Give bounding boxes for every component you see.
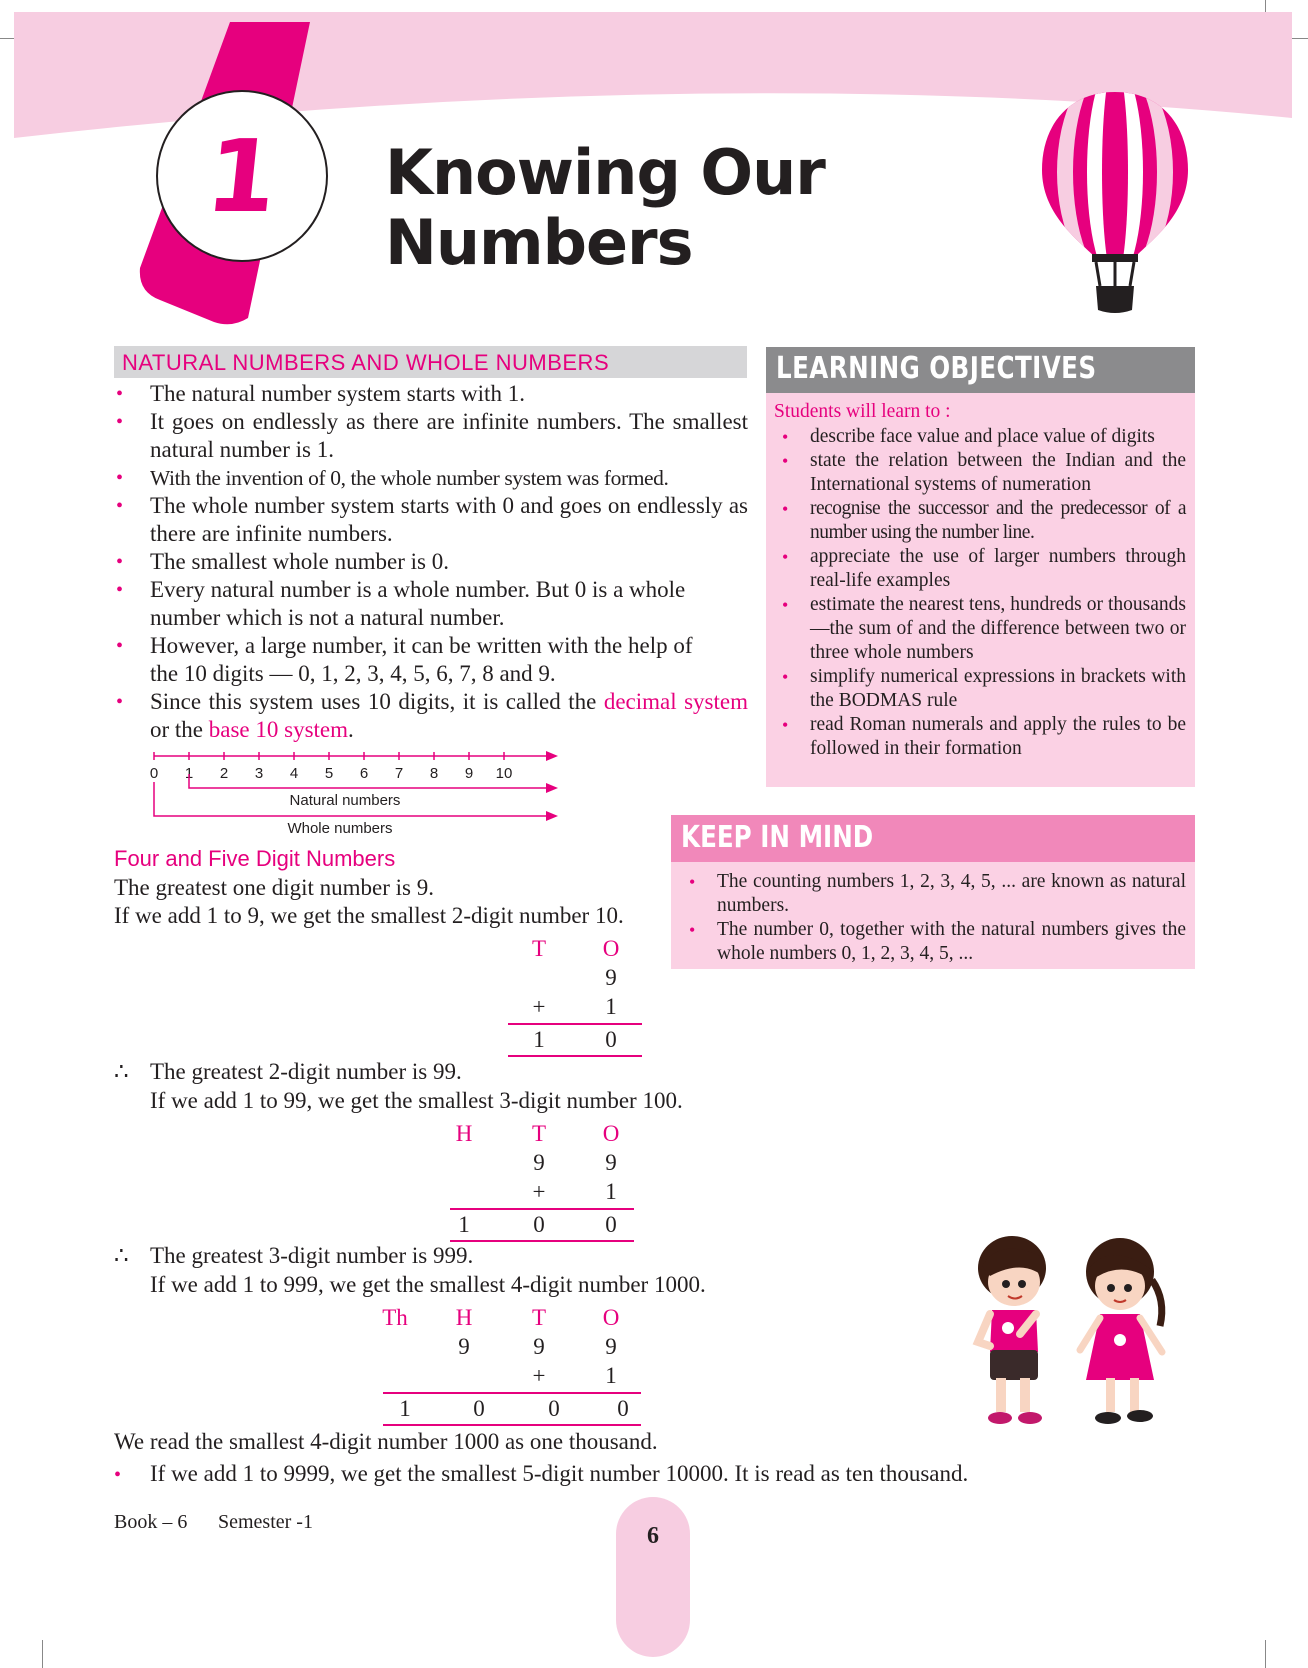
tick-label: 7 [394, 765, 404, 782]
footer-book: Book – 6 [114, 1511, 188, 1533]
place-header-ones: O [602, 1121, 620, 1146]
list-item: • estimate the nearest tens, hundreds or thousands—the sum of and the difference between two or three whole numbers [772, 593, 1186, 665]
therefore-symbol: ∴ [114, 1059, 129, 1084]
sum-cell: 0 [548, 1396, 560, 1421]
list-item: • read Roman numerals and apply the rules to be followed in their formation [772, 713, 1186, 761]
learning-objectives-header [766, 347, 1195, 393]
sum-cell: 9 [458, 1334, 470, 1359]
keep-in-mind-heading: KEEP IN MIND [681, 820, 874, 855]
list-item: • Since this system uses 10 digits, it is called the decimal system or the base 10 system. [114, 688, 748, 744]
crop-mark [1265, 1640, 1266, 1668]
list-item: • However, a large number, it can be written with the help of the 10 digits — 0, 1, 2, 3, 4, 5, 6, 7, 8 and 9. [114, 632, 710, 688]
list-item: • recognise the successor and the predecessor of a number using the number line. [772, 497, 1186, 545]
sum-cell: 9 [533, 1334, 545, 1359]
list-item: • describe face value and place value of digits [772, 425, 1186, 449]
sum-rule [383, 1392, 641, 1394]
place-header-ones: O [602, 1305, 620, 1330]
bullet-point: • [114, 1464, 122, 1486]
chapter-title: Knowing Our Numbers [385, 136, 825, 279]
sum-cell: 9 [605, 1334, 617, 1359]
list-item: • The smallest whole number is 0. [114, 548, 748, 576]
digits-text-line: We read the smallest 4-digit number 1000 as one thousand. [114, 1429, 658, 1454]
sum-cell: 1 [533, 1027, 545, 1052]
sum-cell: 9 [605, 1150, 617, 1175]
sum-cell: + [532, 1179, 546, 1204]
base-10-system-term: base 10 system [208, 717, 349, 742]
learning-objectives-list [772, 425, 1186, 761]
tick-label: 8 [429, 765, 439, 782]
sum-cell: 0 [605, 1027, 617, 1052]
decimal-system-term: decimal system [603, 689, 748, 714]
whole-numbers-label: Whole numbers [287, 820, 393, 837]
sum-cell: + [532, 994, 546, 1019]
tick-label: 10 [495, 765, 513, 782]
sum-cell: 9 [533, 1150, 545, 1175]
learning-objectives-heading: LEARNING OBJECTIVES [776, 351, 1097, 386]
sum-cell: 1 [605, 1179, 617, 1204]
list-item: • The number 0, together with the natural numbers gives the whole numbers 0, 1, 2, 3, 4, 5, ... [679, 918, 1186, 966]
tick-label: 0 [149, 765, 159, 782]
sum-rule [508, 1055, 642, 1057]
page-number: 6 [647, 1523, 659, 1549]
place-header-thousands: Th [382, 1305, 408, 1330]
digits-text-line: The greatest 3-digit number is 999. [150, 1243, 474, 1268]
sum-cell: 0 [533, 1212, 545, 1237]
sum-rule [450, 1240, 634, 1242]
list-item: • state the relation between the Indian and the International systems of numeration [772, 449, 1186, 497]
digits-text-line: If we add 1 to 9, we get the smallest 2-digit number 10. [114, 903, 624, 928]
place-header-hundreds: H [455, 1305, 473, 1330]
number-line-diagram [149, 748, 570, 837]
list-item: • simplify numerical expressions in brackets with the BODMAS rule [772, 665, 1186, 713]
natural-numbers-label: Natural numbers [289, 792, 401, 809]
place-header-tens: T [531, 1305, 547, 1330]
place-header-ones: O [602, 936, 620, 961]
natural-numbers-bullet-list [114, 380, 748, 744]
digits-text-line: If we add 1 to 999, we get the smallest 4-digit number 1000. [150, 1272, 706, 1297]
list-item: • The natural number system starts with 1. [114, 380, 748, 408]
list-item: • It goes on endlessly as there are infinite numbers. The smallest natural number is 1. [114, 408, 748, 464]
tick-label: 2 [219, 765, 229, 782]
sum-cell: 1 [605, 1363, 617, 1388]
digits-text-line: The greatest 2-digit number is 99. [150, 1059, 462, 1084]
place-header-tens: T [531, 1121, 547, 1146]
sum-cell: 0 [605, 1212, 617, 1237]
list-item: • appreciate the use of larger numbers through real-life examples [772, 545, 1186, 593]
sum-cell: 1 [458, 1212, 470, 1237]
tick-label: 6 [359, 765, 369, 782]
sum-rule [450, 1208, 634, 1210]
crop-mark [42, 1640, 43, 1668]
list-item: • The whole number system starts with 0 and goes on endlessly as there are infinite numbers. [114, 492, 748, 548]
sum-cell: 0 [617, 1396, 629, 1421]
footer-semester: Semester -1 [218, 1511, 313, 1533]
list-item: • The counting numbers 1, 2, 3, 4, 5, ... are known as natural numbers. [679, 870, 1186, 918]
keep-in-mind-list [679, 870, 1186, 966]
place-header-tens: T [531, 936, 547, 961]
sum-rule [508, 1023, 642, 1025]
section-heading-bar [114, 346, 747, 378]
digits-text-line: If we add 1 to 9999, we get the smallest 5-digit number 10000. It is read as ten thousand. [150, 1461, 969, 1486]
place-header-hundreds: H [455, 1121, 473, 1146]
list-item: • Every natural number is a whole number. But 0 is a whole number which is not a natural number. [114, 576, 710, 632]
chapter-number: 1 [201, 117, 283, 235]
digits-text-line: The greatest one digit number is 9. [114, 875, 435, 900]
sum-cell: 0 [473, 1396, 485, 1421]
sum-cell: 9 [605, 965, 617, 990]
digits-text-line: If we add 1 to 99, we get the smallest 3-digit number 100. [150, 1088, 683, 1113]
list-item: • With the invention of 0, the whole number system was formed. [114, 464, 748, 492]
section-heading: NATURAL NUMBERS AND WHOLE NUMBERS [122, 350, 610, 375]
children-illustration [960, 1230, 1200, 1445]
sum-cell: + [532, 1363, 546, 1388]
tick-label: 9 [464, 765, 474, 782]
hot-air-balloon-icon [1040, 88, 1190, 316]
chapter-number-badge [156, 90, 328, 262]
sum-cell: 1 [399, 1396, 411, 1421]
sum-rule [383, 1424, 641, 1426]
tick-label: 5 [324, 765, 334, 782]
keep-in-mind-header [671, 815, 1195, 862]
digits-section-heading: Four and Five Digit Numbers [114, 846, 396, 871]
therefore-symbol: ∴ [114, 1243, 129, 1268]
learning-objectives-intro: Students will learn to : [774, 401, 951, 422]
page-number-tab [616, 1497, 690, 1657]
sum-cell: 1 [605, 994, 617, 1019]
tick-label: 4 [289, 765, 299, 782]
tick-label: 3 [254, 765, 264, 782]
tick-label: 1 [184, 765, 194, 782]
